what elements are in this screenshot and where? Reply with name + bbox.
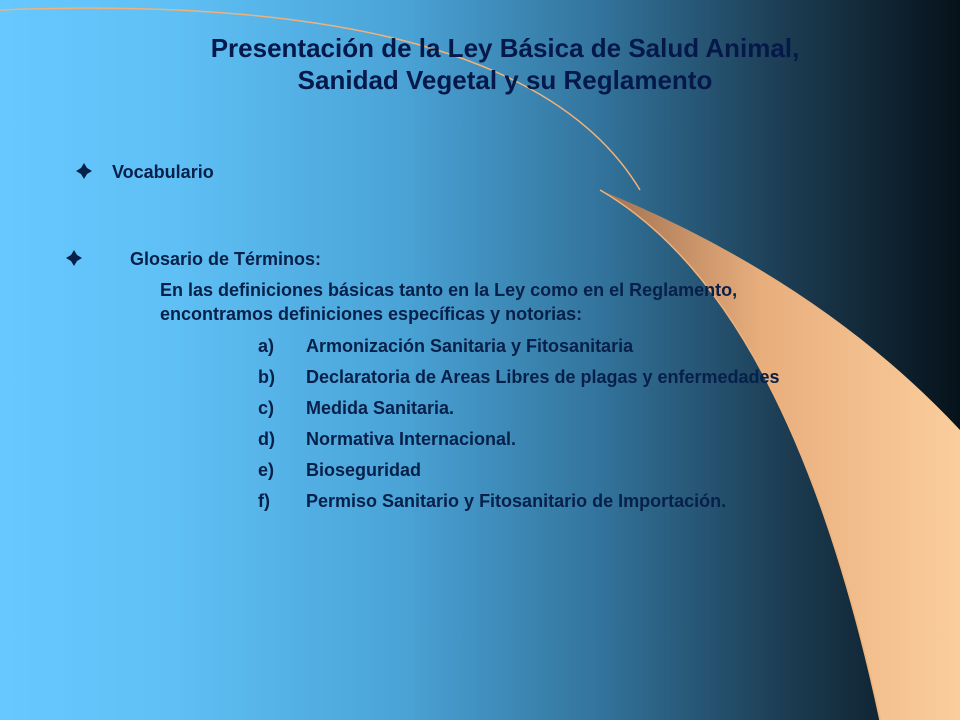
list-item-text: Permiso Sanitario y Fitosanitario de Importación. [306, 491, 727, 511]
glossary-intro-line-1: En las definiciones básicas tanto en la Ley como en el Reglamento, [160, 280, 738, 300]
glosario-heading: Glosario de Términos: [130, 249, 322, 269]
list-item-text: Armonización Sanitaria y Fitosanitaria [306, 336, 634, 356]
list-item-marker: a) [258, 336, 275, 356]
list-item-marker: c) [258, 398, 275, 418]
swoosh-band [600, 190, 960, 720]
diamond-bullet-icon [76, 163, 92, 179]
slide-title [140, 32, 870, 96]
slide-title-line-2: Sanidad Vegetal y su Reglamento [297, 65, 713, 95]
list-item-marker: b) [258, 367, 275, 387]
list-item-marker: d) [258, 429, 275, 449]
slide-title-line-1: Presentación de la Ley Básica de Salud Animal, [210, 33, 800, 63]
list-item-marker: f) [258, 491, 270, 511]
list-item-text: Medida Sanitaria. [306, 398, 455, 418]
list-item-text: Declaratoria de Areas Libres de plagas y enfermedades [306, 367, 780, 387]
list-item-marker: e) [258, 460, 275, 480]
list-item-text: Normativa Internacional. [306, 429, 517, 449]
diamond-bullet-icon [66, 250, 82, 266]
list-item-text: Bioseguridad [306, 460, 422, 480]
vocabulario-heading: Vocabulario [112, 162, 214, 182]
glossary-intro-line-2: encontramos definiciones específicas y notorias: [160, 304, 583, 324]
glossary-intro [160, 278, 880, 326]
